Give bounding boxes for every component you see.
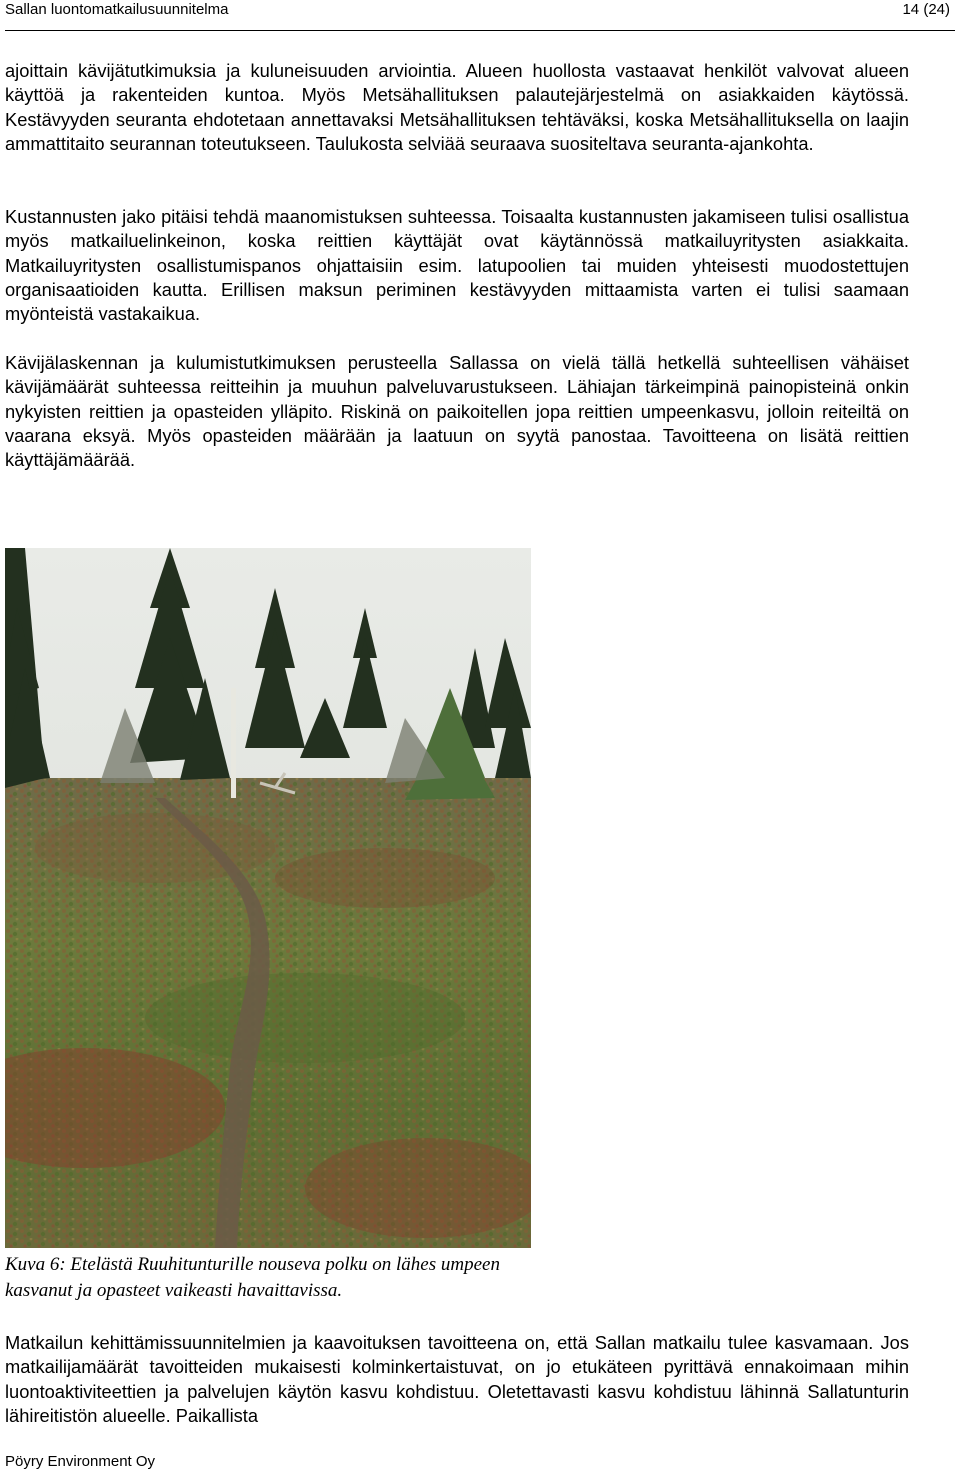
figure-caption: Kuva 6: Etelästä Ruuhitunturille nouseva polku on lähes umpeen kasvanut ja opasteet vaikeasti havaittavissa.: [5, 1254, 500, 1301]
body-paragraph-3: Kävijälaskennan ja kulumistutkimuksen perusteella Sallassa on vielä tällä hetkellä suhteellisen vähäiset kävijämäärät suhteessa reitteihin ja muuhun palveluvarustukseen. Lähiajan tärkeimpinä painopisteinä onkin nykyisten reittien ja opasteiden ylläpito. Riskinä on paikoitellen jopa reittien umpeenkasvu, jolloin reiteiltä on vaarana eksyä. Myös opasteiden määrään ja laatuun on syytä panostaa. Tavoitteena on lisätä reittien käyttäjämäärää.: [5, 352, 909, 471]
body-paragraph-4: Matkailun kehittämissuunnitelmien ja kaavoituksen tavoitteena on, että Sallan matkailu tulee kasvamaan. Jos matkailijamäärät tavoitteiden mukaisesti kolminkertaistuvat, on jo etukäteen pyrittävä ennakoimaan mihin luontoaktiviteettien ja palvelujen käytön kasvu kohdistuu. Oletettavasti kasvu kohdistuu lähinnä Sallatunturin lähireitistön alueelle. Paikallista: [5, 1332, 909, 1426]
page-number: 14 (24): [902, 1, 950, 18]
body-paragraph-2: Kustannusten jako pitäisi tehdä maanomistuksen suhteessa. Toisaalta kustannusten jakamiseen tulisi osallistua myös matkailuelinkeinon, koska reittien käyttäjät ovat käytännössä matkailuyritysten asiakkaita. Matkailuyritysten osallistumispanos ohjattaisiin esim. latupoolien tai muiden yhteisesti muodostettujen organisaatioiden kautta. Erillisen maksun periminen kestävyyden mittaamista varten ei tulisi saamaan myönteistä vastakaikua.: [5, 206, 909, 325]
body-paragraph-1: ajoittain kävijätutkimuksia ja kuluneisuuden arviointia. Alueen huollosta vastaavat henkilöt valvovat alueen käyttöä ja rakenteiden kuntoa. Myös Metsähallituksen palautejärjestelmä on asiakkaiden käytössä. Kestävyyden seuranta ehdotetaan annettavaksi Metsähallituksen tehtäväksi, koska Metsähallituksella on laajin ammattitaito seurannan toteutukseen. Taulukosta selviää seuraava suositeltava seuranta-ajankohta.: [5, 60, 909, 154]
trail-photo: [5, 548, 531, 1248]
page-footer: Pöyry Environment Oy: [5, 1453, 156, 1470]
document-title: Sallan luontomatkailusuunnitelma: [5, 1, 229, 18]
page-header: [5, 0, 955, 31]
